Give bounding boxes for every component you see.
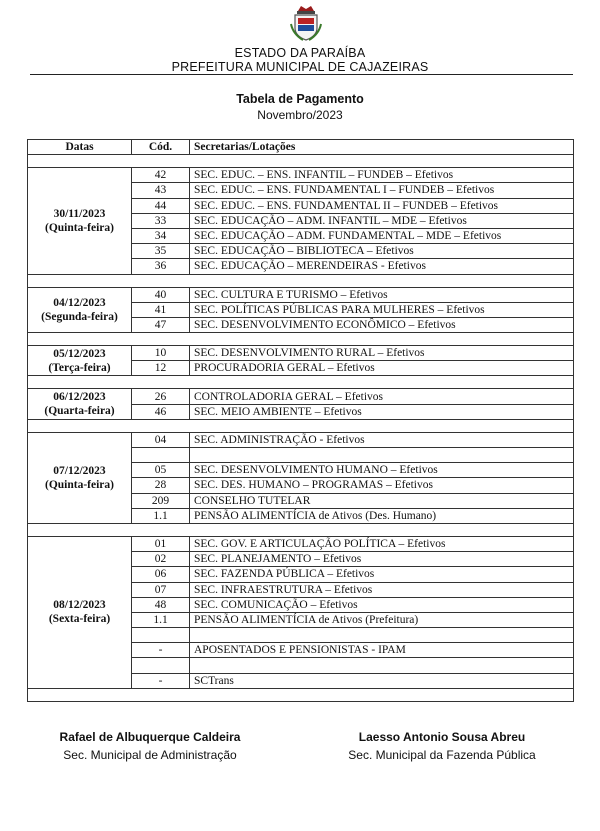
code-cell: 209 — [132, 493, 190, 508]
code-cell: 47 — [132, 317, 190, 332]
date-cell — [28, 287, 132, 333]
secretaria-cell: SEC. DESENVOLVIMENTO ECONÔMICO – Efetivos — [190, 317, 574, 332]
state-name: ESTADO DA PARAÍBA — [234, 46, 366, 60]
signature-left-name: Rafael de Albuquerque Caldeira — [59, 730, 241, 744]
code-cell: 28 — [132, 478, 190, 493]
code-cell: 35 — [132, 244, 190, 259]
page-title: Tabela de Pagamento — [236, 92, 364, 106]
secretaria-cell: SEC. MEIO AMBIENTE – Efetivos — [190, 404, 574, 419]
secretaria-cell: SEC. EDUCAÇÃO – BIBLIOTECA – Efetivos — [190, 244, 574, 259]
secretaria-cell: SEC. PLANEJAMENTO – Efetivos — [190, 552, 574, 567]
spacer-cell — [28, 688, 574, 701]
secretaria-cell: SEC. DESENVOLVIMENTO HUMANO – Efetivos — [190, 463, 574, 478]
payment-weekday: (Terça-feira) — [48, 361, 111, 374]
code-cell: 48 — [132, 597, 190, 612]
code-cell: 07 — [132, 582, 190, 597]
date-cell — [28, 432, 132, 523]
secretaria-cell: SEC. DES. HUMANO – PROGRAMAS – Efetivos — [190, 478, 574, 493]
secretaria-cell: SEC. EDUC. – ENS. FUNDAMENTAL I – FUNDEB – Efetivos — [190, 183, 574, 198]
spacer-cell — [28, 419, 574, 432]
secretaria-cell: SEC. COMUNICAÇÃO – Efetivos — [190, 597, 574, 612]
spacer-row — [28, 274, 574, 287]
secretaria-cell: SEC. EDUC. – ENS. INFANTIL – FUNDEB – Efetivos — [190, 168, 574, 183]
payment-weekday: (Quinta-feira) — [45, 478, 114, 491]
code-cell: 26 — [132, 389, 190, 404]
code-cell: 05 — [132, 463, 190, 478]
payment-date: 04/12/2023 — [53, 296, 106, 309]
code-cell: 44 — [132, 198, 190, 213]
signature-right-name: Laesso Antonio Sousa Abreu — [358, 730, 526, 744]
secretaria-cell: SEC. FAZENDA PÚBLICA – Efetivos — [190, 567, 574, 582]
code-cell: 33 — [132, 213, 190, 228]
date-cell — [28, 389, 132, 419]
coat-of-arms-icon — [289, 4, 323, 42]
spacer-cell — [28, 155, 574, 168]
spacer-row — [28, 333, 574, 346]
spacer-row — [28, 419, 574, 432]
payment-date: 05/12/2023 — [53, 347, 106, 360]
payment-date: 30/11/2023 — [53, 207, 106, 220]
signature-right-role: Sec. Municipal da Fazenda Pública — [348, 748, 536, 762]
code-cell: 42 — [132, 168, 190, 183]
page-subtitle: Novembro/2023 — [257, 108, 343, 122]
spacer-row — [28, 376, 574, 389]
payment-weekday: (Quarta-feira) — [44, 405, 115, 418]
code-cell: - — [132, 673, 190, 688]
payment-weekday: (Segunda-feira) — [41, 310, 118, 323]
secretaria-cell: CONSELHO TUTELAR — [190, 493, 574, 508]
date-cell — [28, 168, 132, 274]
secretaria-cell — [190, 628, 574, 643]
secretaria-cell: SCTrans — [190, 673, 574, 688]
table-row — [28, 536, 574, 551]
code-cell: 1.1 — [132, 612, 190, 627]
code-cell — [132, 448, 190, 463]
spacer-row — [28, 155, 574, 168]
secretaria-cell: SEC. CULTURA E TURISMO – Efetivos — [190, 287, 574, 302]
secretaria-cell: PENSÃO ALIMENTÍCIA de Ativos (Des. Humano) — [190, 508, 574, 523]
payment-table — [27, 139, 574, 702]
secretaria-cell — [190, 658, 574, 673]
spacer-row — [28, 523, 574, 536]
prefeitura-name: PREFEITURA MUNICIPAL DE CAJAZEIRAS — [171, 60, 429, 74]
header-divider — [30, 74, 573, 75]
col-header-cod: Cód. — [132, 140, 190, 155]
code-cell: 43 — [132, 183, 190, 198]
spacer-cell — [28, 274, 574, 287]
spacer-cell — [28, 523, 574, 536]
signature-left — [30, 730, 270, 762]
secretaria-cell — [190, 448, 574, 463]
spacer-row — [28, 688, 574, 701]
payment-weekday: (Sexta-feira) — [48, 613, 111, 626]
secretaria-cell: SEC. INFRAESTRUTURA – Efetivos — [190, 582, 574, 597]
code-cell: 10 — [132, 346, 190, 361]
code-cell: 1.1 — [132, 508, 190, 523]
code-cell: 41 — [132, 302, 190, 317]
payment-date: 07/12/2023 — [53, 464, 106, 477]
date-cell — [28, 346, 132, 376]
code-cell: 40 — [132, 287, 190, 302]
code-cell: 01 — [132, 536, 190, 551]
code-cell: 46 — [132, 404, 190, 419]
table-row — [28, 346, 574, 361]
code-cell: 06 — [132, 567, 190, 582]
code-cell: 02 — [132, 552, 190, 567]
col-header-secretarias: Secretarias/Lotações — [190, 140, 574, 155]
secretaria-cell: PENSÃO ALIMENTÍCIA de Ativos (Prefeitura) — [190, 612, 574, 627]
table-row — [28, 432, 574, 447]
payment-weekday: (Quinta-feira) — [45, 221, 114, 234]
code-cell: 12 — [132, 361, 190, 376]
code-cell: 04 — [132, 432, 190, 447]
secretaria-cell: PROCURADORIA GERAL – Efetivos — [190, 361, 574, 376]
table-row — [28, 389, 574, 404]
code-cell: 34 — [132, 228, 190, 243]
date-cell — [28, 536, 132, 688]
signature-left-role: Sec. Municipal de Administração — [63, 748, 237, 762]
spacer-cell — [28, 376, 574, 389]
table-body — [28, 155, 574, 702]
secretaria-cell: SEC. EDUCAÇÃO – ADM. INFANTIL – MDE – Efetivos — [190, 213, 574, 228]
signature-right — [322, 730, 562, 762]
secretaria-cell: SEC. GOV. E ARTICULAÇÃO POLÍTICA – Efetivos — [190, 536, 574, 551]
code-cell: - — [132, 643, 190, 658]
payment-date: 06/12/2023 — [53, 391, 106, 404]
secretaria-cell: SEC. EDUCAÇÃO – ADM. FUNDAMENTAL – MDE – Efetivos — [190, 228, 574, 243]
spacer-cell — [28, 333, 574, 346]
secretaria-cell: SEC. DESENVOLVIMENTO RURAL – Efetivos — [190, 346, 574, 361]
secretaria-cell: CONTROLADORIA GERAL – Efetivos — [190, 389, 574, 404]
secretaria-cell: SEC. EDUCAÇÃO – MERENDEIRAS - Efetivos — [190, 259, 574, 274]
code-cell: 36 — [132, 259, 190, 274]
secretaria-cell: SEC. ADMINISTRAÇÃO - Efetivos — [190, 432, 574, 447]
code-cell — [132, 628, 190, 643]
payment-date: 08/12/2023 — [53, 599, 106, 612]
code-cell — [132, 658, 190, 673]
table-header-row — [28, 140, 574, 155]
secretaria-cell: SEC. EDUC. – ENS. FUNDAMENTAL II – FUNDEB – Efetivos — [190, 198, 574, 213]
table-row — [28, 168, 574, 183]
table-row — [28, 287, 574, 302]
col-header-datas: Datas — [28, 140, 132, 155]
secretaria-cell: APOSENTADOS E PENSIONISTAS - IPAM — [190, 643, 574, 658]
secretaria-cell: SEC. POLÍTICAS PÚBLICAS PARA MULHERES – Efetivos — [190, 302, 574, 317]
